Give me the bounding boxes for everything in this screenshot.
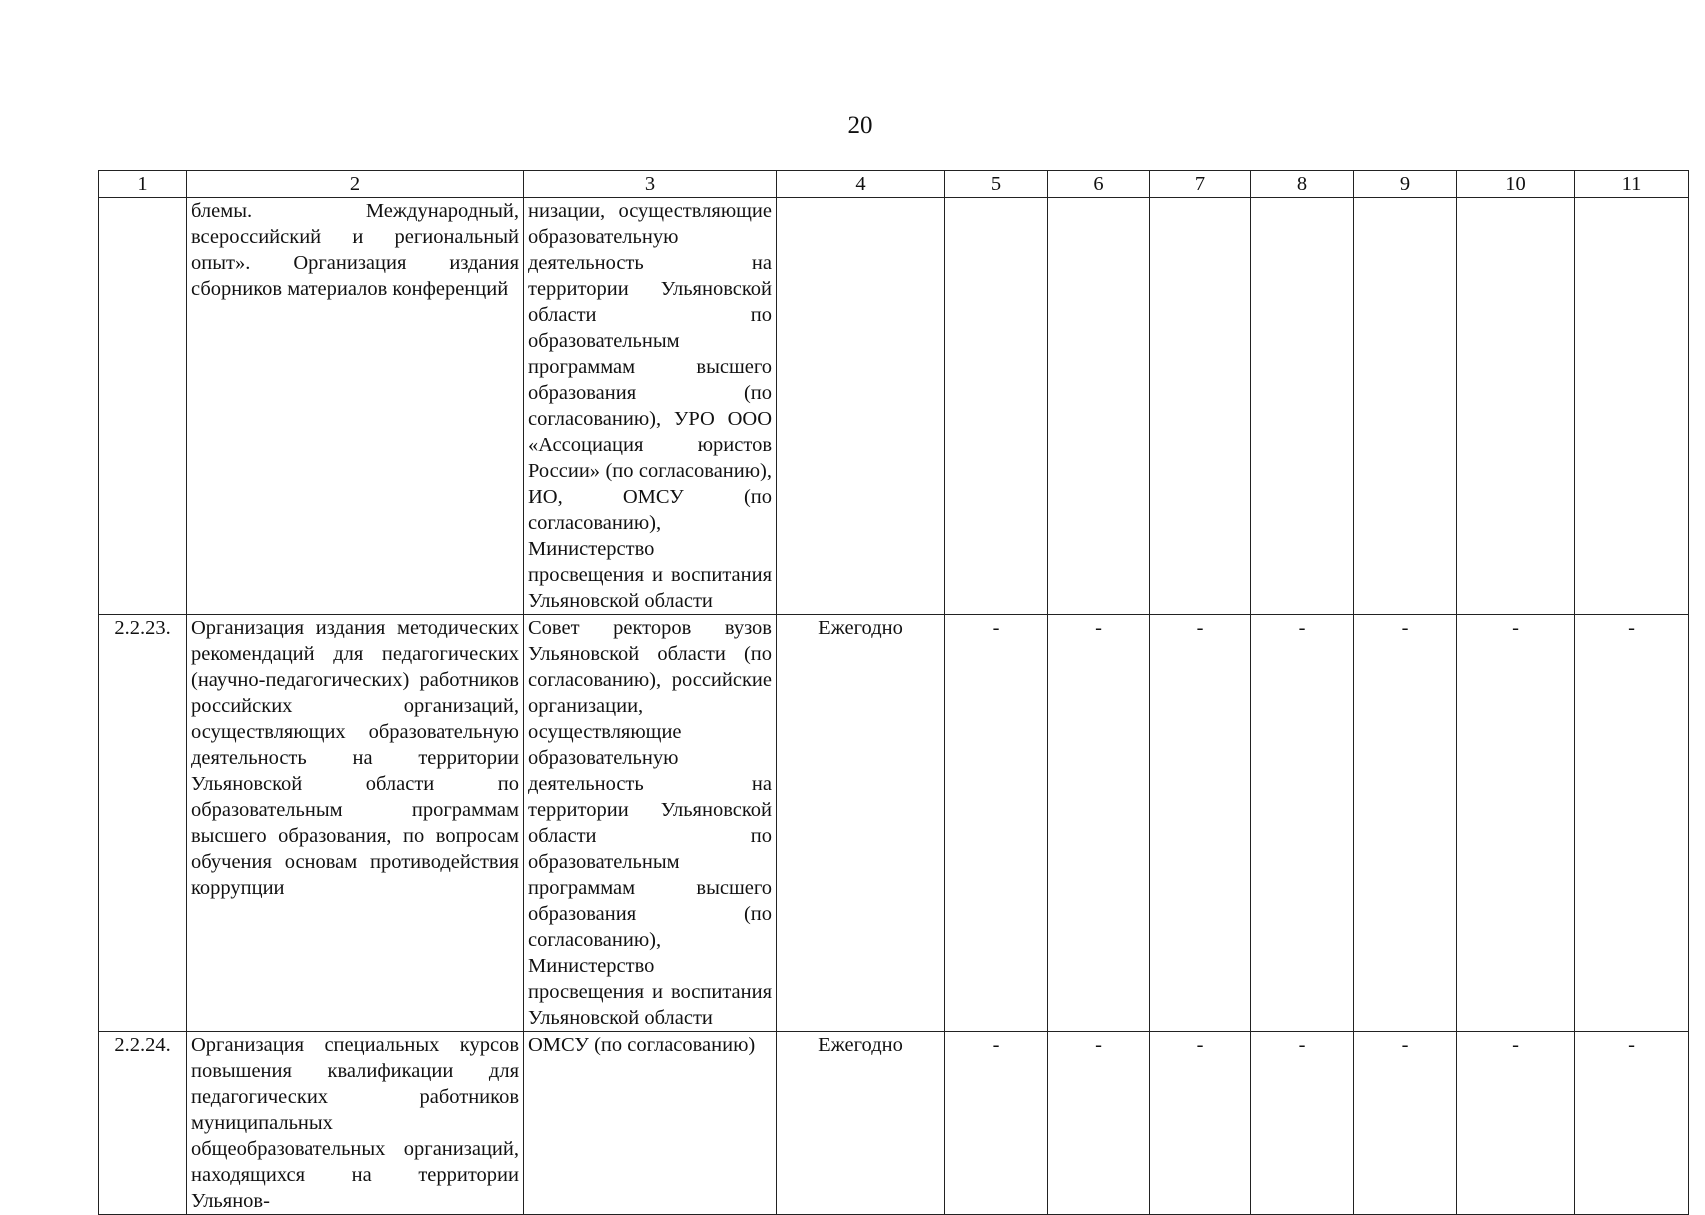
value-cell [945, 198, 1048, 615]
value-cell: - [1150, 1032, 1251, 1215]
measure-text: Организация специальных курсов повышения квалификации для педагогических работников муниципальных общеобразовательных организаций, находящихся на территории Ульянов- [187, 1032, 524, 1215]
executors-text: низации, осуществляющие образовательную деятельность на территории Ульяновской области по образовательным программам высшего образования (по согласованию), УРО ООО «Ассоциация юристов России» (по согласованию), ИО, ОМСУ (по согласованию), Министерство просвещения и воспитания Ульяновской области [524, 198, 777, 615]
term-cell: Ежегодно [777, 615, 945, 1032]
page-number: 20 [847, 112, 873, 139]
item-number [99, 198, 187, 615]
item-number: 2.2.24. [99, 1032, 187, 1215]
measure-text: Организация издания методических рекомендаций для педагогических (научно-педагогических) работников российских организаций, осуществляющих образовательную деятельность на территории Ульяновской области по образовательным программам высшего образования, по вопросам обучения основам противодействия коррупции [187, 615, 524, 1032]
value-cell [1354, 198, 1457, 615]
value-cell: - [1251, 1032, 1354, 1215]
table-row [99, 615, 1689, 1032]
item-number: 2.2.23. [99, 615, 187, 1032]
column-header: 3 [524, 171, 777, 198]
value-cell: - [1354, 615, 1457, 1032]
value-cell [1251, 198, 1354, 615]
column-header: 8 [1251, 171, 1354, 198]
value-cell: - [1048, 615, 1150, 1032]
value-cell: - [1575, 615, 1689, 1032]
table-row [99, 1032, 1689, 1215]
value-cell: - [1150, 615, 1251, 1032]
value-cell: - [1457, 1032, 1575, 1215]
column-header: 7 [1150, 171, 1251, 198]
column-header: 11 [1575, 171, 1689, 198]
measure-text: блемы. Международный, всероссийский и региональный опыт». Организация издания сборников материалов конференций [187, 198, 524, 615]
value-cell [1150, 198, 1251, 615]
value-cell: - [1048, 1032, 1150, 1215]
value-cell: - [1354, 1032, 1457, 1215]
value-cell [1048, 198, 1150, 615]
value-cell: - [1575, 1032, 1689, 1215]
value-cell: - [945, 615, 1048, 1032]
value-cell [1457, 198, 1575, 615]
table-row [99, 198, 1689, 615]
executors-text: Совет ректоров вузов Ульяновской области (по согласованию), российские организации, осуществляющие образовательную деятельность на территории Ульяновской области по образовательным программам высшего образования (по согласованию), Министерство просвещения и воспитания Ульяновской области [524, 615, 777, 1032]
column-header: 4 [777, 171, 945, 198]
header-row [99, 171, 1689, 198]
term-cell: Ежегодно [777, 1032, 945, 1215]
column-header: 1 [99, 171, 187, 198]
column-header: 2 [187, 171, 524, 198]
plan-table [98, 170, 1689, 1215]
value-cell: - [945, 1032, 1048, 1215]
value-cell [1575, 198, 1689, 615]
column-header: 6 [1048, 171, 1150, 198]
column-header: 5 [945, 171, 1048, 198]
value-cell: - [1457, 615, 1575, 1032]
executors-text: ОМСУ (по согласованию) [524, 1032, 777, 1215]
column-header: 9 [1354, 171, 1457, 198]
value-cell: - [1251, 615, 1354, 1032]
term-cell [777, 198, 945, 615]
column-header: 10 [1457, 171, 1575, 198]
